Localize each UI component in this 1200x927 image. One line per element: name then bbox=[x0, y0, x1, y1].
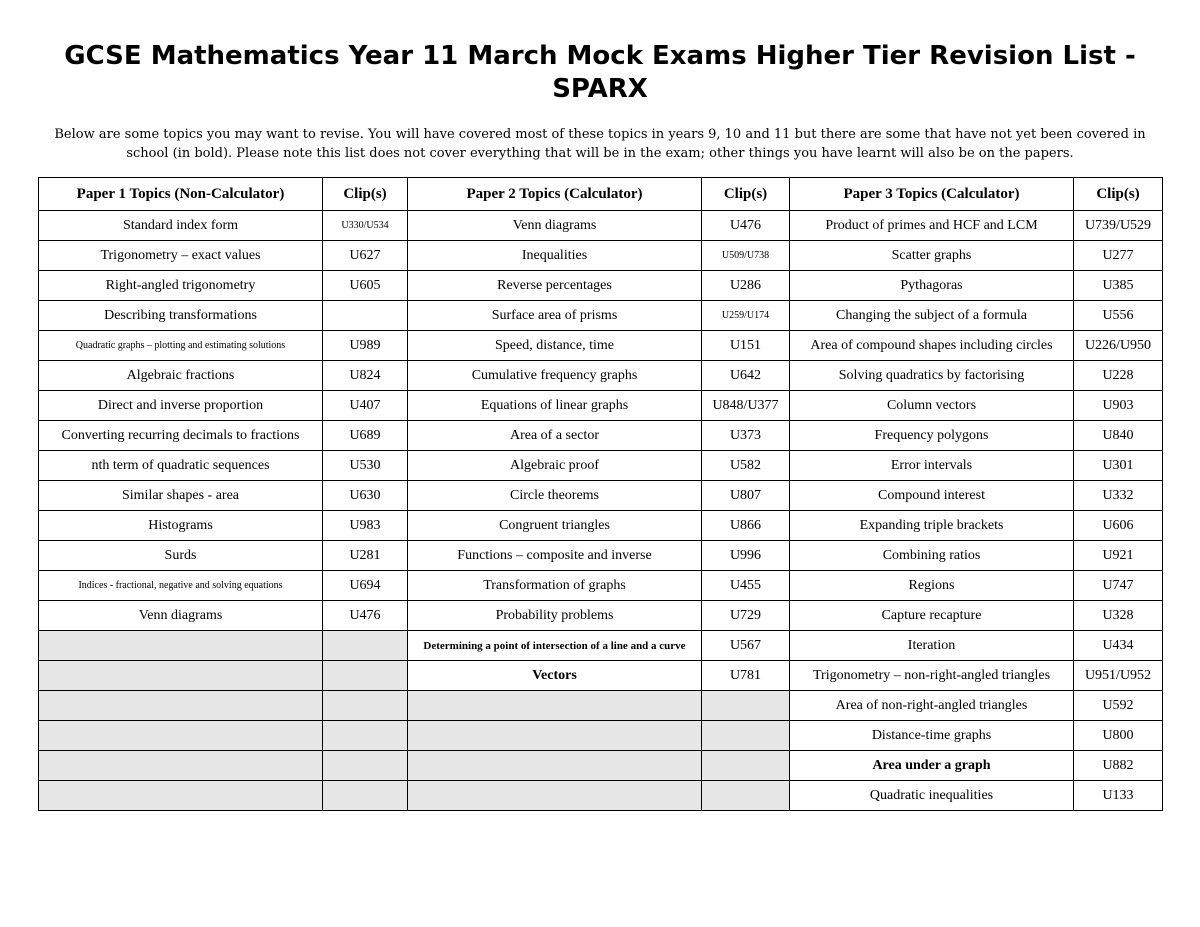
table-row bbox=[39, 661, 1163, 691]
table-row bbox=[39, 481, 1163, 511]
p3-clip-cell: U133 bbox=[1074, 781, 1163, 811]
p3-topic-cell: Area under a graph bbox=[790, 751, 1074, 781]
p2-clip-cell: U151 bbox=[702, 331, 790, 361]
p2-clip-cell bbox=[702, 721, 790, 751]
p3-topic-cell: Pythagoras bbox=[790, 271, 1074, 301]
p2-clip-cell: U642 bbox=[702, 361, 790, 391]
p2-topic-cell: Inequalities bbox=[408, 241, 702, 271]
p3-clip-cell: U328 bbox=[1074, 601, 1163, 631]
p1-clip-cell: U627 bbox=[323, 241, 408, 271]
p1-topic-cell bbox=[39, 721, 323, 751]
p2-topic-cell: Transformation of graphs bbox=[408, 571, 702, 601]
p1-clip-cell: U605 bbox=[323, 271, 408, 301]
p1-clip-cell: U530 bbox=[323, 451, 408, 481]
p1-clip-cell: U407 bbox=[323, 391, 408, 421]
p2-topic-cell: Circle theorems bbox=[408, 481, 702, 511]
p3-topic-cell: Iteration bbox=[790, 631, 1074, 661]
table-row bbox=[39, 451, 1163, 481]
p2-topic-cell: Area of a sector bbox=[408, 421, 702, 451]
p1-topic-cell: Venn diagrams bbox=[39, 601, 323, 631]
p3-clip-cell: U739/U529 bbox=[1074, 211, 1163, 241]
p2-clip-cell: U729 bbox=[702, 601, 790, 631]
p2-topic-cell bbox=[408, 721, 702, 751]
p1-clip-cell: U824 bbox=[323, 361, 408, 391]
p3-clip-cell: U903 bbox=[1074, 391, 1163, 421]
p1-clip-cell bbox=[323, 781, 408, 811]
p1-topic-cell bbox=[39, 661, 323, 691]
p2-clip-cell bbox=[702, 691, 790, 721]
revision-table bbox=[38, 177, 1163, 811]
p3-topic-cell: Expanding triple brackets bbox=[790, 511, 1074, 541]
table-row bbox=[39, 601, 1163, 631]
p1-clip-cell: U989 bbox=[323, 331, 408, 361]
p2-clip-cell: U807 bbox=[702, 481, 790, 511]
p2-clip-cell bbox=[702, 751, 790, 781]
table-row bbox=[39, 511, 1163, 541]
p2-clip-cell: U781 bbox=[702, 661, 790, 691]
p1-topic-cell: Surds bbox=[39, 541, 323, 571]
p2-topic-cell: Reverse percentages bbox=[408, 271, 702, 301]
paper-2-clips-header: Clip(s) bbox=[702, 178, 790, 211]
p3-clip-cell: U747 bbox=[1074, 571, 1163, 601]
p2-clip-cell bbox=[702, 781, 790, 811]
p2-topic-cell: Equations of linear graphs bbox=[408, 391, 702, 421]
table-row bbox=[39, 541, 1163, 571]
p1-clip-cell: U281 bbox=[323, 541, 408, 571]
p2-topic-cell: Surface area of prisms bbox=[408, 301, 702, 331]
p2-topic-cell bbox=[408, 691, 702, 721]
p2-clip-cell: U866 bbox=[702, 511, 790, 541]
paper-1-clips-header: Clip(s) bbox=[323, 178, 408, 211]
p3-topic-cell: Changing the subject of a formula bbox=[790, 301, 1074, 331]
p1-topic-cell: Right-angled trigonometry bbox=[39, 271, 323, 301]
p2-clip-cell: U286 bbox=[702, 271, 790, 301]
table-row bbox=[39, 211, 1163, 241]
p1-topic-cell bbox=[39, 781, 323, 811]
table-row bbox=[39, 271, 1163, 301]
paper-3-clips-header: Clip(s) bbox=[1074, 178, 1163, 211]
p2-topic-cell: Cumulative frequency graphs bbox=[408, 361, 702, 391]
p3-topic-cell: Compound interest bbox=[790, 481, 1074, 511]
p1-clip-cell: U694 bbox=[323, 571, 408, 601]
p2-clip-cell: U373 bbox=[702, 421, 790, 451]
p3-topic-cell: Product of primes and HCF and LCM bbox=[790, 211, 1074, 241]
p3-clip-cell: U228 bbox=[1074, 361, 1163, 391]
table-row bbox=[39, 631, 1163, 661]
table-row bbox=[39, 751, 1163, 781]
p3-topic-cell: Trigonometry – non-right-angled triangles bbox=[790, 661, 1074, 691]
p3-clip-cell: U301 bbox=[1074, 451, 1163, 481]
p3-clip-cell: U592 bbox=[1074, 691, 1163, 721]
p2-topic-cell: Algebraic proof bbox=[408, 451, 702, 481]
intro-paragraph: Below are some topics you may want to revise. You will have covered most of these topics in years 9, 10 and 11 but there are some that have not yet been covered in school (in bold). Please note this list does not cover everything that will be in the exam; other things you have learnt will also be on the papers. bbox=[54, 127, 1146, 161]
table-row bbox=[39, 691, 1163, 721]
p2-topic-cell bbox=[408, 781, 702, 811]
table-row bbox=[39, 361, 1163, 391]
p3-topic-cell: Column vectors bbox=[790, 391, 1074, 421]
p3-clip-cell: U800 bbox=[1074, 721, 1163, 751]
p1-clip-cell: U630 bbox=[323, 481, 408, 511]
p3-topic-cell: Regions bbox=[790, 571, 1074, 601]
p3-clip-cell: U277 bbox=[1074, 241, 1163, 271]
p1-topic-cell: Describing transformations bbox=[39, 301, 323, 331]
p1-topic-cell: Indices - fractional, negative and solving equations bbox=[39, 571, 323, 601]
p1-topic-cell: Converting recurring decimals to fractions bbox=[39, 421, 323, 451]
table-row bbox=[39, 421, 1163, 451]
p3-clip-cell: U226/U950 bbox=[1074, 331, 1163, 361]
p3-clip-cell: U840 bbox=[1074, 421, 1163, 451]
p1-clip-cell: U330/U534 bbox=[323, 211, 408, 241]
p2-topic-cell: Congruent triangles bbox=[408, 511, 702, 541]
p2-topic-cell bbox=[408, 751, 702, 781]
p1-topic-cell: Similar shapes - area bbox=[39, 481, 323, 511]
p1-topic-cell bbox=[39, 751, 323, 781]
p3-clip-cell: U434 bbox=[1074, 631, 1163, 661]
p3-topic-cell: Area of non-right-angled triangles bbox=[790, 691, 1074, 721]
p2-topic-cell: Probability problems bbox=[408, 601, 702, 631]
p1-topic-cell: Histograms bbox=[39, 511, 323, 541]
p3-topic-cell: Quadratic inequalities bbox=[790, 781, 1074, 811]
table-row bbox=[39, 241, 1163, 271]
p1-clip-cell bbox=[323, 721, 408, 751]
p3-clip-cell: U951/U952 bbox=[1074, 661, 1163, 691]
p1-clip-cell: U476 bbox=[323, 601, 408, 631]
p1-clip-cell: U983 bbox=[323, 511, 408, 541]
p1-topic-cell bbox=[39, 631, 323, 661]
p1-topic-cell: Algebraic fractions bbox=[39, 361, 323, 391]
p3-topic-cell: Area of compound shapes including circles bbox=[790, 331, 1074, 361]
p2-topic-cell: Venn diagrams bbox=[408, 211, 702, 241]
p1-topic-cell: Direct and inverse proportion bbox=[39, 391, 323, 421]
p2-topic-cell: Determining a point of intersection of a line and a curve bbox=[408, 631, 702, 661]
paper-2-topics-header: Paper 2 Topics (Calculator) bbox=[408, 178, 702, 211]
p1-clip-cell bbox=[323, 691, 408, 721]
header-row bbox=[39, 178, 1163, 211]
p2-clip-cell: U996 bbox=[702, 541, 790, 571]
paper-3-topics-header: Paper 3 Topics (Calculator) bbox=[790, 178, 1074, 211]
p3-clip-cell: U606 bbox=[1074, 511, 1163, 541]
p3-topic-cell: Combining ratios bbox=[790, 541, 1074, 571]
table-row bbox=[39, 721, 1163, 751]
p2-clip-cell: U455 bbox=[702, 571, 790, 601]
p1-clip-cell: U689 bbox=[323, 421, 408, 451]
p1-topic-cell: nth term of quadratic sequences bbox=[39, 451, 323, 481]
p1-clip-cell bbox=[323, 751, 408, 781]
table-row bbox=[39, 391, 1163, 421]
p2-topic-cell: Speed, distance, time bbox=[408, 331, 702, 361]
page-title: GCSE Mathematics Year 11 March Mock Exams Higher Tier Revision List - SPARX bbox=[64, 41, 1136, 104]
p2-clip-cell: U848/U377 bbox=[702, 391, 790, 421]
table-row bbox=[39, 571, 1163, 601]
paper-1-topics-header: Paper 1 Topics (Non-Calculator) bbox=[39, 178, 323, 211]
p3-topic-cell: Frequency polygons bbox=[790, 421, 1074, 451]
p2-clip-cell: U582 bbox=[702, 451, 790, 481]
p1-clip-cell bbox=[323, 301, 408, 331]
p3-clip-cell: U556 bbox=[1074, 301, 1163, 331]
p1-topic-cell: Quadratic graphs – plotting and estimating solutions bbox=[39, 331, 323, 361]
p3-topic-cell: Distance-time graphs bbox=[790, 721, 1074, 751]
p1-clip-cell bbox=[323, 631, 408, 661]
table-row bbox=[39, 301, 1163, 331]
p1-topic-cell: Standard index form bbox=[39, 211, 323, 241]
p1-clip-cell bbox=[323, 661, 408, 691]
p3-topic-cell: Capture recapture bbox=[790, 601, 1074, 631]
p2-topic-cell: Functions – composite and inverse bbox=[408, 541, 702, 571]
p1-topic-cell bbox=[39, 691, 323, 721]
p3-topic-cell: Solving quadratics by factorising bbox=[790, 361, 1074, 391]
p3-clip-cell: U921 bbox=[1074, 541, 1163, 571]
table-row bbox=[39, 781, 1163, 811]
p2-clip-cell: U509/U738 bbox=[702, 241, 790, 271]
p3-topic-cell: Scatter graphs bbox=[790, 241, 1074, 271]
p3-clip-cell: U385 bbox=[1074, 271, 1163, 301]
p2-topic-cell: Vectors bbox=[408, 661, 702, 691]
p2-clip-cell: U259/U174 bbox=[702, 301, 790, 331]
p3-topic-cell: Error intervals bbox=[790, 451, 1074, 481]
p2-clip-cell: U476 bbox=[702, 211, 790, 241]
p1-topic-cell: Trigonometry – exact values bbox=[39, 241, 323, 271]
p3-clip-cell: U882 bbox=[1074, 751, 1163, 781]
p2-clip-cell: U567 bbox=[702, 631, 790, 661]
table-row bbox=[39, 331, 1163, 361]
p3-clip-cell: U332 bbox=[1074, 481, 1163, 511]
